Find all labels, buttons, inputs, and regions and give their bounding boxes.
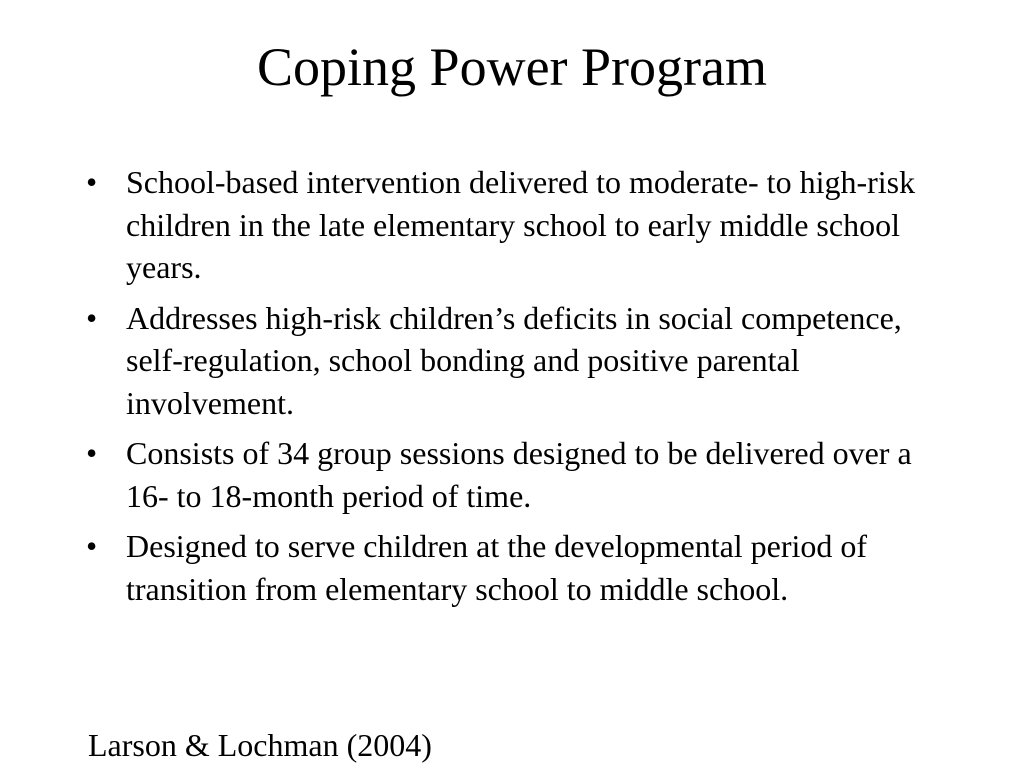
bullet-list [86, 161, 936, 618]
bullet-item [86, 161, 936, 289]
citation: Larson & Lochman (2004) [88, 727, 432, 763]
bullet-item [86, 297, 936, 425]
bullet-icon: • [86, 528, 98, 564]
bullet-text: School-based intervention delivered to moderate- to high-risk children in the late elementary school to early middle school years. [126, 164, 916, 285]
bullet-icon: • [86, 299, 98, 336]
bullet-text: Designed to serve children at the developmental period of transition from elementary school to middle school. [126, 528, 868, 607]
bullet-text: Addresses high-risk children’s deficits in social competence, self-regulation, school bonding and positive parental involvement. [126, 299, 902, 421]
bullet-item [86, 525, 936, 610]
bullet-text: Consists of 34 group sessions designed to be delivered over a 16- to 18-month period of time. [126, 435, 912, 514]
bullet-icon: • [86, 435, 98, 471]
bullet-icon: • [86, 164, 98, 200]
slide-title: Coping Power Program [257, 37, 767, 97]
bullet-item [86, 432, 936, 517]
